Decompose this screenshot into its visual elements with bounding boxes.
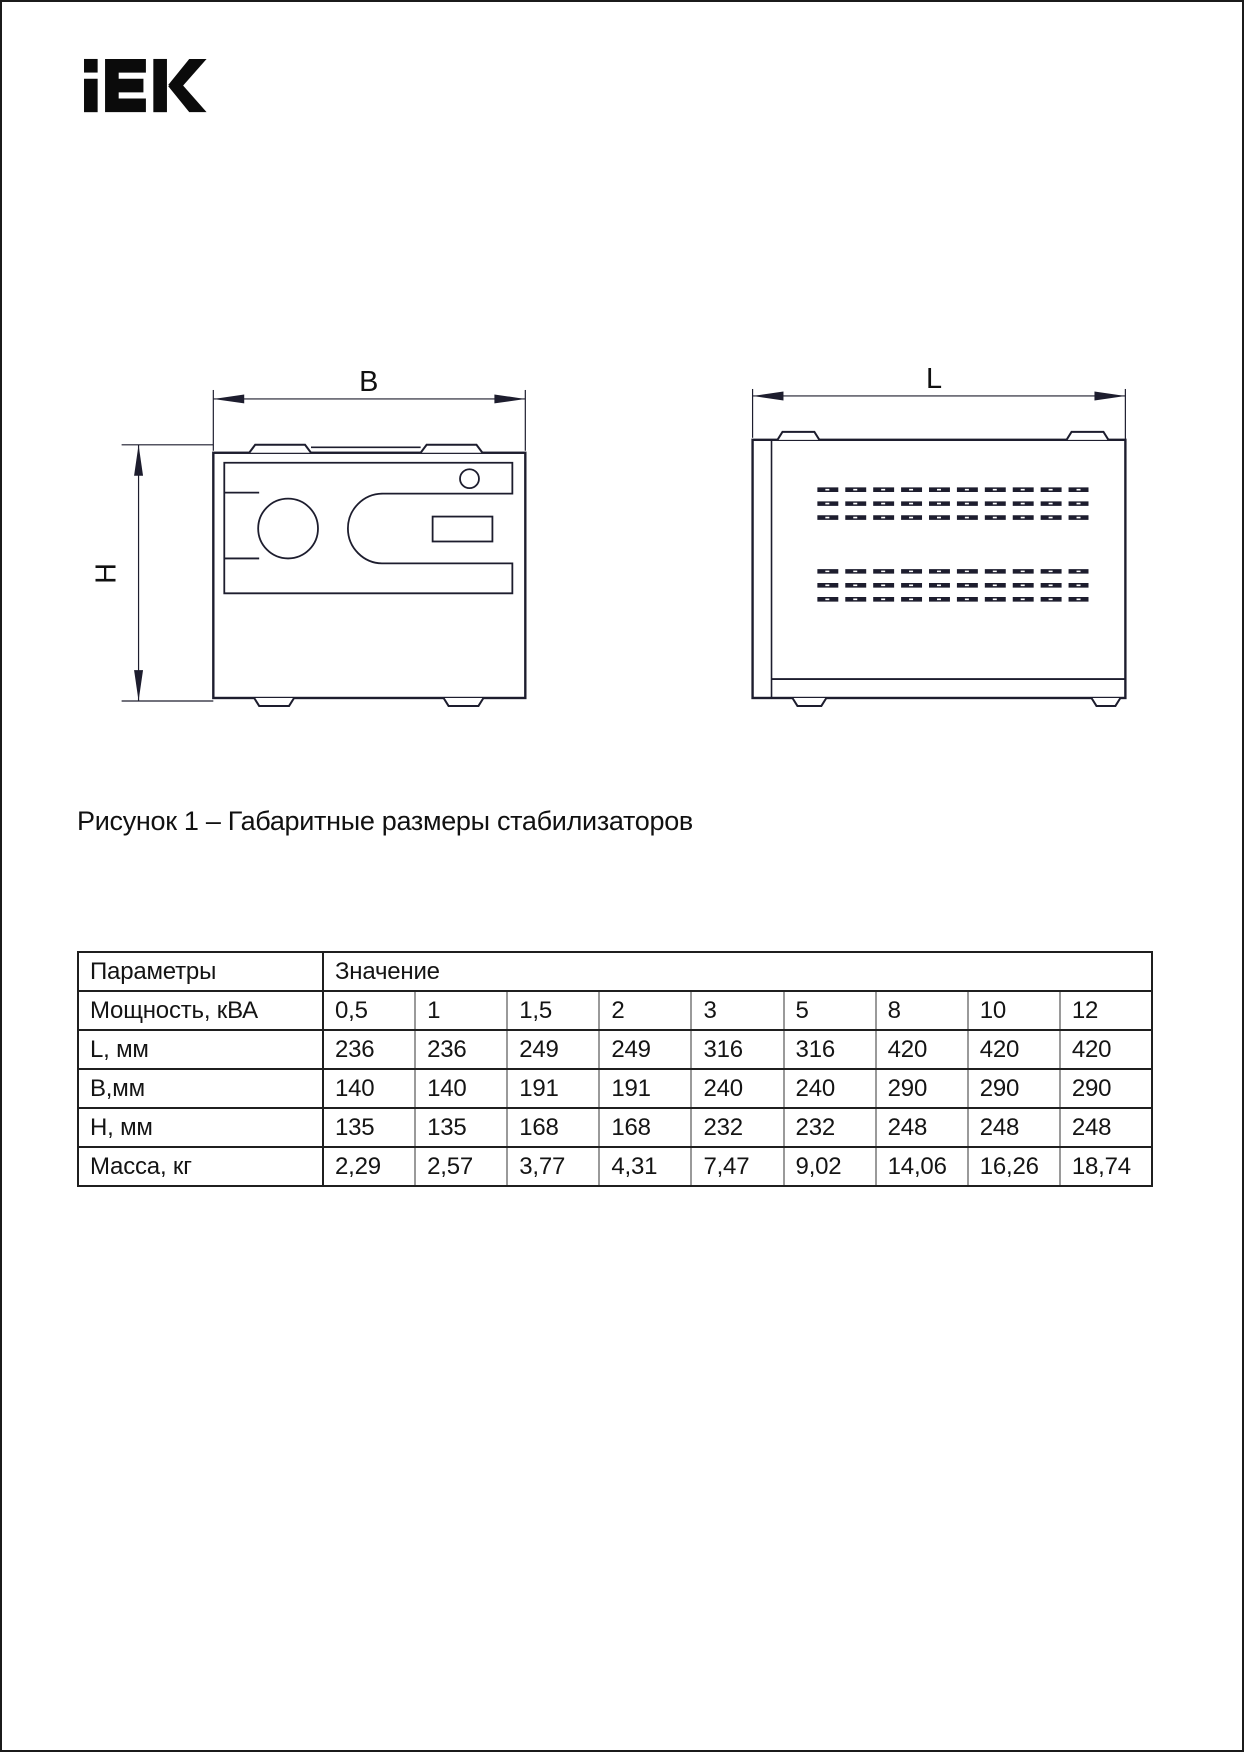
table-cell: 168: [599, 1108, 691, 1147]
table-header-row: [78, 952, 1152, 991]
table-cell: 191: [507, 1069, 599, 1108]
side-view: [753, 363, 1126, 706]
foot: [792, 698, 826, 706]
table-cell: 3,77: [507, 1147, 599, 1186]
header-value-cell: Значение: [323, 952, 1152, 991]
table-cell: 2,57: [415, 1147, 507, 1186]
foot: [444, 698, 484, 706]
width-dim-label: B: [359, 365, 379, 398]
arrowhead-left-icon: [213, 394, 244, 403]
table-cell: 248: [1060, 1108, 1152, 1147]
table-cell: 249: [507, 1030, 599, 1069]
header-param-cell: Параметры: [78, 952, 323, 991]
dimension-drawings: [2, 2, 1242, 762]
arrowhead-up-icon: [134, 445, 143, 476]
figure-caption: Рисунок 1 – Габаритные размеры стабилизаторов: [77, 806, 693, 836]
side-view-body: [753, 432, 1126, 706]
table-cell: 8: [876, 991, 968, 1030]
table-cell: 16,26: [968, 1147, 1060, 1186]
arrowhead-down-icon: [134, 670, 143, 701]
table-cell: 232: [784, 1108, 876, 1147]
table-cell: 248: [968, 1108, 1060, 1147]
table-cell: 168: [507, 1108, 599, 1147]
table-cell: 420: [968, 1030, 1060, 1069]
table-cell: 316: [784, 1030, 876, 1069]
row-label: Масса, кг: [78, 1147, 323, 1186]
table-cell: 18,74: [1060, 1147, 1152, 1186]
table-cell: 4,31: [599, 1147, 691, 1186]
front-view-height-dimension: [122, 445, 214, 701]
table-cell: 232: [691, 1108, 783, 1147]
table-cell: 248: [876, 1108, 968, 1147]
top-tab: [249, 445, 311, 453]
table-row: [78, 991, 1152, 1030]
foot: [254, 698, 294, 706]
row-label: B,мм: [78, 1069, 323, 1108]
table-cell: 12: [1060, 991, 1152, 1030]
table-row: [78, 1030, 1152, 1069]
row-label: H, мм: [78, 1108, 323, 1147]
table-cell: 3: [691, 991, 783, 1030]
table-cell: 135: [323, 1108, 415, 1147]
arrowhead-right-icon: [1094, 391, 1125, 400]
table-cell: 1,5: [507, 991, 599, 1030]
table-cell: 9,02: [784, 1147, 876, 1186]
table-cell: 140: [323, 1069, 415, 1108]
table-cell: 2,29: [323, 1147, 415, 1186]
table-cell: 7,47: [691, 1147, 783, 1186]
row-label: Мощность, кВА: [78, 991, 323, 1030]
table-cell: 135: [415, 1108, 507, 1147]
table-cell: 191: [599, 1069, 691, 1108]
indicator-circle: [460, 469, 479, 488]
table-cell: 240: [784, 1069, 876, 1108]
length-dim-label: L: [925, 362, 943, 395]
table-cell: 420: [876, 1030, 968, 1069]
table-cell: 290: [1060, 1069, 1152, 1108]
front-view: [91, 366, 526, 706]
table-cell: 290: [968, 1069, 1060, 1108]
top-tab: [1067, 432, 1109, 440]
table-cell: 1: [415, 991, 507, 1030]
table-row: [78, 1069, 1152, 1108]
knob-circle: [258, 499, 318, 559]
top-tab: [421, 445, 483, 453]
table-cell: 5: [784, 991, 876, 1030]
table-cell: 290: [876, 1069, 968, 1108]
table-cell: 236: [415, 1030, 507, 1069]
foot: [1091, 698, 1120, 706]
table-row: [78, 1147, 1152, 1186]
spec-table: [77, 951, 1153, 1187]
table-cell: 249: [599, 1030, 691, 1069]
table-cell: 14,06: [876, 1147, 968, 1186]
table-cell: 420: [1060, 1030, 1152, 1069]
table-cell: 240: [691, 1069, 783, 1108]
table-row: [78, 1108, 1152, 1147]
table-cell: 316: [691, 1030, 783, 1069]
spec-table-body: [78, 952, 1152, 1186]
table-cell: 0,5: [323, 991, 415, 1030]
row-label: L, мм: [78, 1030, 323, 1069]
front-view-width-dimension: [213, 390, 525, 451]
table-cell: 140: [415, 1069, 507, 1108]
arrowhead-right-icon: [494, 394, 525, 403]
table-cell: 10: [968, 991, 1060, 1030]
height-dim-label: H: [90, 562, 123, 584]
table-cell: 236: [323, 1030, 415, 1069]
table-cell: 2: [599, 991, 691, 1030]
top-tab: [777, 432, 819, 440]
display-window: [433, 517, 493, 542]
arrowhead-left-icon: [753, 391, 784, 400]
